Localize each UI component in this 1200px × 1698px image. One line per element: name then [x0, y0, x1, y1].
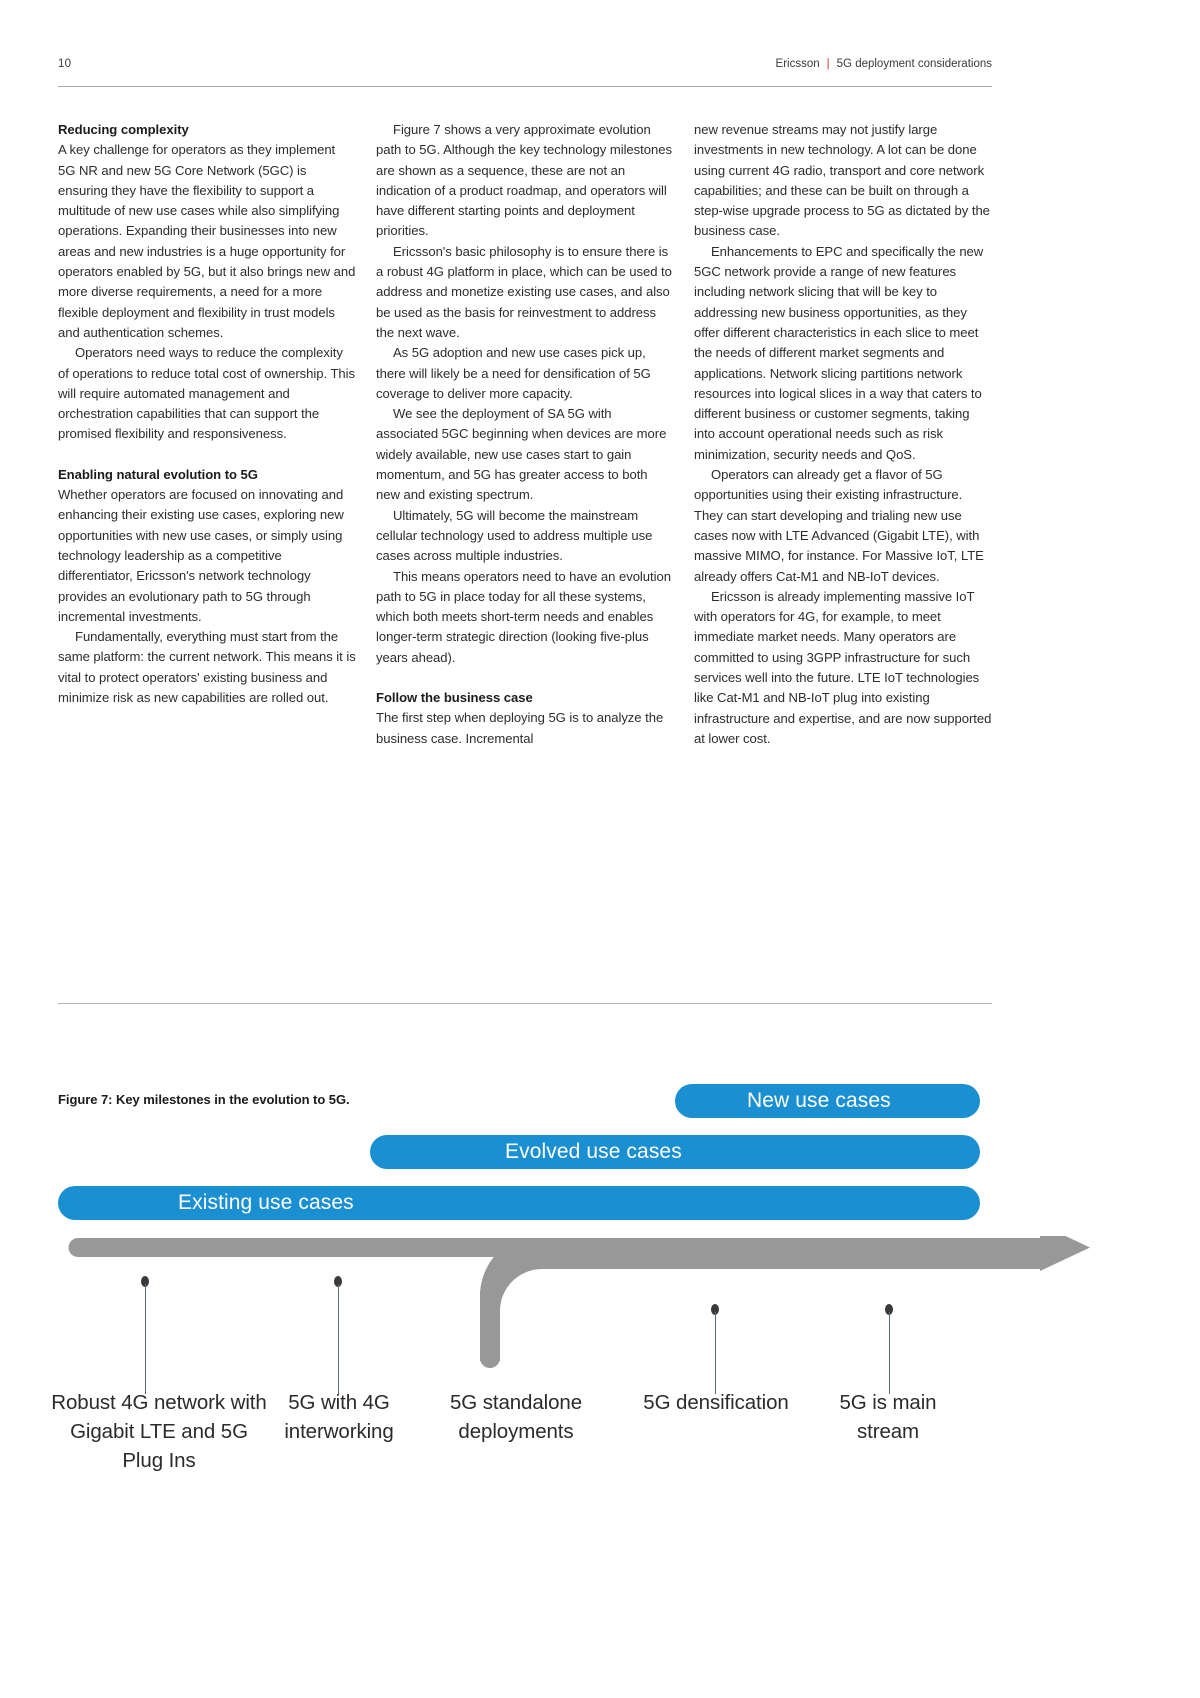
paragraph-c3-p3: Operators can already get a flavor of 5G opportunities using their existing infrastructure. They can start developing and trialing new use cases now with LTE Advanced (Gigabit LTE), with massive MIMO, for instance. For Massive IoT, LTE already offers Cat-M1 and NB-IoT devices. [694, 467, 984, 584]
milestone-label-2: 5G with 4G interworking [284, 1391, 394, 1443]
bar-existing-use-cases [58, 1186, 980, 1220]
paragraph-c2-p6: This means operators need to have an evolution path to 5G in place today for all these systems, which both meets short-term needs and enables longer-term strategic direction (looking five-plus years ahead). [376, 568, 671, 665]
paragraph-c1-p3: Whether operators are focused on innovating and enhancing their existing use cases, exploring new opportunities with new use cases, or simply using technology leadership as a competitive differentiator, Ericsson's network technology provides an evolutionary path to 5G through incremental investments. [58, 487, 344, 624]
milestone-stem-2 [338, 1284, 339, 1394]
paragraph-c2-p5: Ultimately, 5G will become the mainstream cellular technology used to address multiple use cases across multiple industries. [376, 507, 653, 564]
paragraph-c1-p4: Fundamentally, everything must start from the same platform: the current network. This means it is vital to protect operators' existing business and minimize risk as new capabilities are rolled out. [58, 629, 356, 706]
bar-evolved-use-cases [370, 1135, 980, 1169]
heading-reducing-complexity: Reducing complexity [58, 122, 189, 137]
paragraph-c2-p3: As 5G adoption and new use cases pick up, there will likely be a need for densification of 5G coverage to deliver more capacity. [376, 345, 651, 401]
figure-caption: Figure 7: Key milestones in the evolution to 5G. [58, 1092, 350, 1107]
page-header [58, 58, 992, 87]
arrow-branch [480, 1238, 1040, 1368]
header-separator: | [826, 58, 830, 70]
milestone-stem-4 [715, 1312, 716, 1394]
paragraph-c2-p1: Figure 7 shows a very approximate evolution path to 5G. Although the key technology milestones are shown as a sequence, these are not an indication of a product roadmap, and operators will have different starting points and deployment priorities. [376, 122, 672, 239]
paragraph-spacer [376, 668, 674, 688]
column-2 [376, 120, 674, 749]
bar-existing-use-cases-label: Existing use cases [178, 1191, 354, 1214]
milestone-label-5: 5G is main stream [839, 1391, 937, 1443]
column-1 [58, 120, 356, 749]
heading-follow-business-case: Follow the business case [376, 690, 533, 706]
figure-divider [58, 1003, 992, 1004]
header-brand: Ericsson [775, 58, 820, 70]
milestone-label-1: Robust 4G network with Gigabit LTE and 5G Plug Ins [51, 1391, 267, 1472]
bar-new-use-cases [675, 1084, 980, 1118]
paragraph-c2-p4: We see the deployment of SA 5G with associated 5GC beginning when devices are more widely available, new use cases start to gain momentum, and 5G has greater access to both new and existing spectrum. [376, 406, 667, 503]
arrow-branch-cap [480, 1346, 500, 1366]
bar-evolved-use-cases-label: Evolved use cases [505, 1140, 682, 1163]
paragraph-c1-p1: A key challenge for operators as they implement 5G NR and new 5G Core Network (5GC) is ensuring they have the flexibility to support a multitude of new use cases while also simplifying operations. Expanding their businesses into new areas and new industries is a huge opportunity for operators enabled by 5G, but it also brings new and more diverse requirements, a need for a more flexible deployment and flexibility in trust models and authentication schemes. [58, 142, 356, 340]
milestone-label-4: 5G densification [643, 1391, 789, 1414]
header-title-text: 5G deployment considerations [836, 58, 992, 70]
heading-enabling-natural-evolution: Enabling natural evolution to 5G [58, 466, 258, 482]
paragraph-c3-p4: Ericsson is already implementing massive IoT with operators for 4G, for example, to meet immediate market needs. Many operators are committed to using 3GPP infrastructure for such services well into the future. LTE IoT technologies like Cat-M1 and NB-IoT plug into existing infrastructure and expertise, and are now supported at lower cost. [694, 588, 992, 746]
body-columns [58, 120, 992, 749]
paragraph-c3-p1: new revenue streams may not justify large investments in new technology. A lot can be done using current 4G radio, transport and core network capabilities; and these can be built on through a step-wise upgrade process to 5G as dictated by the business case. [694, 122, 990, 239]
paragraph-spacer [58, 445, 356, 465]
milestone-stem-5 [889, 1312, 890, 1394]
milestone-label-3: 5G standalone deployments [449, 1391, 583, 1443]
column-3 [694, 120, 992, 749]
paragraph-c3-p2: Enhancements to EPC and specifically the new 5GC network provide a range of new features including network slicing that will be key to addressing new business opportunities, as they offer different characteristics in each slice to meet the needs of different market segments and applications. Network slicing partitions network resources into logical slices in a way that caters to different business or customer segments, taking into account operational needs such as risk minimization, security needs and QoS. [694, 243, 984, 462]
milestone-stem-1 [145, 1284, 146, 1394]
paragraph-c2-p7: The first step when deploying 5G is to analyze the business case. Incremental [376, 710, 664, 746]
bar-new-use-cases-label: New use cases [747, 1089, 891, 1112]
paragraph-c1-p2: Operators need ways to reduce the complexity of operations to reduce total cost of ownership. This will require automated management and orchestration capabilities that can support the promised flexibility and responsiveness. [58, 345, 355, 442]
page-number: 10 [58, 58, 72, 70]
header-document-title [776, 58, 992, 70]
paragraph-c2-p2: Ericsson's basic philosophy is to ensure there is a robust 4G platform in place, which can be used to address and monetize existing use cases, and also be used as the basis for reinvestment to address the next wave. [376, 243, 672, 340]
